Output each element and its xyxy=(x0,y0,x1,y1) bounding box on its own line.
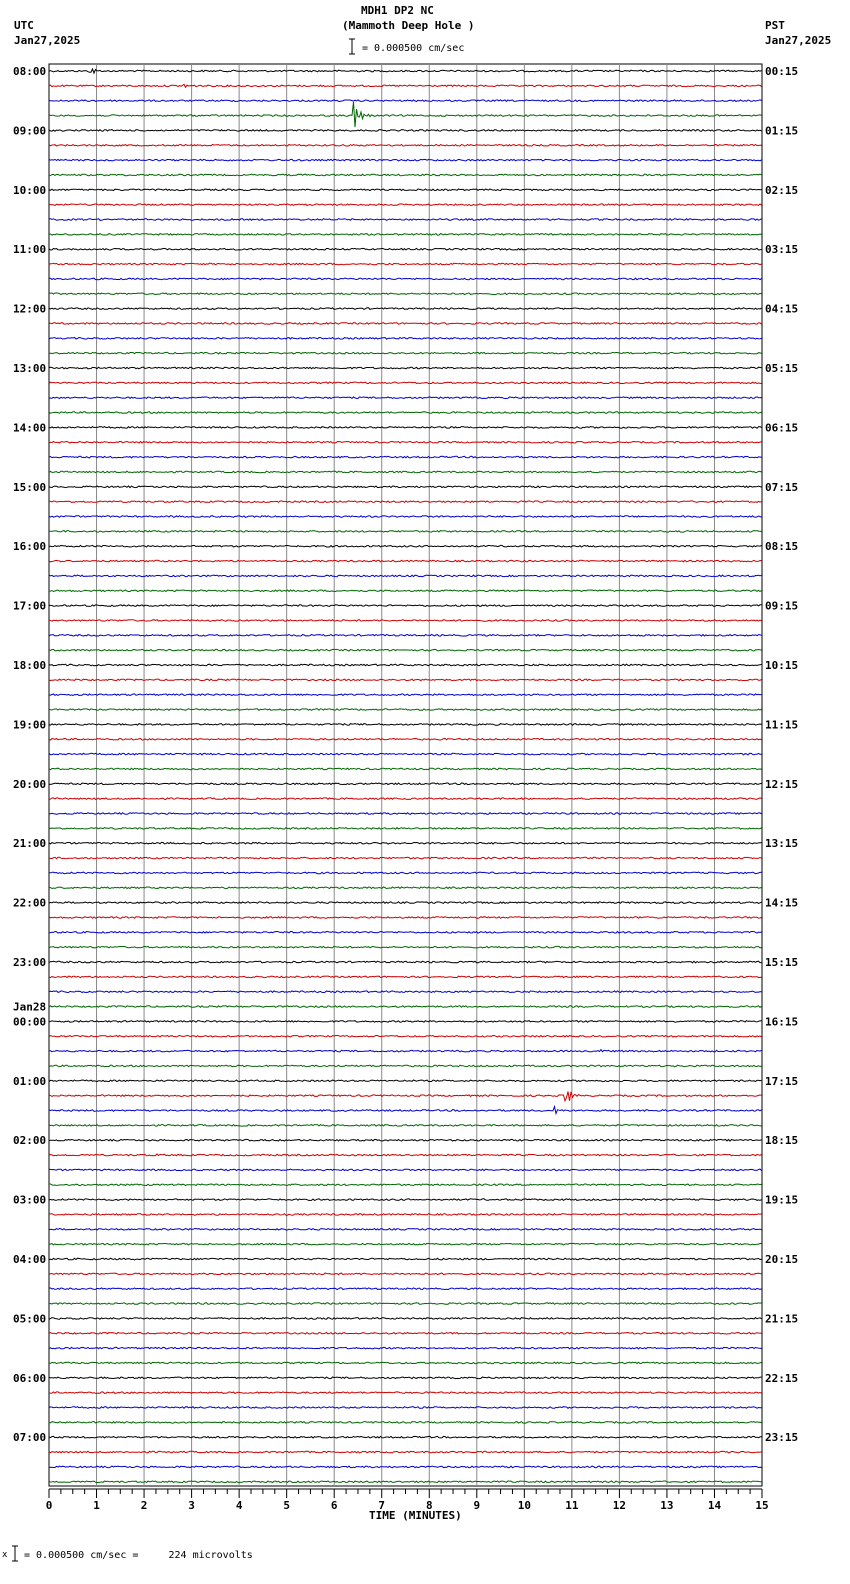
trace-row-81 xyxy=(49,1273,762,1275)
footer-mark: x xyxy=(2,1550,8,1560)
utc-hour-label: 03:00 xyxy=(13,1193,47,1207)
trace-row-76 xyxy=(49,1199,762,1201)
trace-row-82 xyxy=(49,1288,762,1290)
utc-hour-label: 20:00 xyxy=(13,777,47,791)
trace-row-38 xyxy=(49,635,762,637)
trace-row-88 xyxy=(49,1377,762,1379)
trace-row-36 xyxy=(49,605,762,607)
trace-row-42 xyxy=(49,694,762,696)
pst-hour-label: 15:15 xyxy=(765,956,799,969)
trace-row-89 xyxy=(49,1392,762,1394)
trace-row-43 xyxy=(49,709,762,711)
trace-row-41 xyxy=(49,679,762,681)
trace-row-50 xyxy=(49,813,762,815)
date-change-label: Jan28 xyxy=(13,1000,47,1014)
utc-hour-label: 17:00 xyxy=(13,599,47,613)
trace-row-9 xyxy=(49,204,762,206)
trace-row-2 xyxy=(49,100,762,102)
trace-row-54 xyxy=(49,872,762,874)
x-tick-label: 14 xyxy=(707,1499,722,1512)
x-tick-label: 11 xyxy=(565,1499,579,1512)
trace-row-14 xyxy=(49,278,762,280)
trace-row-24 xyxy=(49,427,762,429)
pst-hour-label: 01:15 xyxy=(765,124,799,138)
trace-row-92 xyxy=(49,1436,762,1438)
trace-row-18 xyxy=(49,338,762,340)
pst-hour-label: 18:15 xyxy=(765,1134,799,1148)
trace-row-64 xyxy=(49,1021,762,1023)
trace-row-90 xyxy=(49,1407,762,1409)
trace-row-51 xyxy=(49,828,762,830)
x-tick-label: 13 xyxy=(660,1499,674,1512)
trace-row-71 xyxy=(49,1125,762,1127)
trace-row-67 xyxy=(49,1065,762,1067)
footer-scale-text: = 0.000500 cm/sec = 224 microvolts xyxy=(24,1550,253,1561)
x-tick-label: 0 xyxy=(45,1499,53,1512)
trace-row-29 xyxy=(49,501,762,503)
trace-row-60 xyxy=(49,961,762,963)
x-tick-label: 4 xyxy=(235,1499,243,1512)
pst-hour-label: 08:15 xyxy=(765,540,799,554)
station-location: (Mammoth Deep Hole ) xyxy=(342,19,475,32)
trace-row-28 xyxy=(49,486,762,488)
trace-row-49 xyxy=(49,798,762,800)
trace-row-62 xyxy=(49,991,762,993)
trace-row-31 xyxy=(49,531,762,533)
pst-hour-label: 12:15 xyxy=(765,777,799,791)
trace-row-59 xyxy=(49,946,762,948)
utc-hour-label: 19:00 xyxy=(13,718,47,732)
trace-row-39 xyxy=(49,649,762,651)
trace-row-72 xyxy=(49,1139,762,1141)
trace-row-85 xyxy=(49,1333,762,1335)
trace-row-93 xyxy=(49,1451,762,1453)
trace-row-33 xyxy=(49,560,762,562)
trace-row-69 xyxy=(49,1092,762,1101)
x-tick-label: 1 xyxy=(93,1499,100,1512)
trace-row-16 xyxy=(49,308,762,310)
trace-row-32 xyxy=(49,545,762,547)
trace-row-37 xyxy=(49,620,762,622)
pst-hour-label: 14:15 xyxy=(765,896,799,910)
trace-row-20 xyxy=(49,367,762,369)
trace-row-74 xyxy=(49,1169,762,1171)
trace-row-61 xyxy=(49,976,762,978)
pst-hour-label: 16:15 xyxy=(765,1015,799,1029)
utc-hour-label: 15:00 xyxy=(13,480,47,494)
trace-row-58 xyxy=(49,932,762,934)
trace-row-73 xyxy=(49,1154,762,1156)
utc-hour-label: 01:00 xyxy=(13,1074,47,1088)
pst-hour-label: 09:15 xyxy=(765,599,799,613)
trace-row-22 xyxy=(49,397,762,399)
trace-row-57 xyxy=(49,917,762,919)
utc-hour-label: 10:00 xyxy=(13,183,47,197)
footer-scale-bar-icon xyxy=(10,1545,20,1563)
trace-row-94 xyxy=(49,1466,762,1468)
left-date: Jan27,2025 xyxy=(14,34,81,47)
trace-row-26 xyxy=(49,456,762,458)
trace-row-84 xyxy=(49,1318,762,1320)
x-tick-label: 8 xyxy=(425,1499,433,1512)
scale-value: = 0.000500 cm/sec xyxy=(362,43,465,54)
utc-hour-label: 09:00 xyxy=(13,124,47,138)
pst-hour-label: 22:15 xyxy=(765,1371,799,1385)
trace-row-7 xyxy=(49,174,762,176)
trace-row-12 xyxy=(49,248,762,250)
trace-row-48 xyxy=(49,783,762,785)
utc-hour-label: 11:00 xyxy=(13,243,47,257)
trace-row-17 xyxy=(49,323,762,325)
utc-hour-label: 18:00 xyxy=(13,659,47,672)
trace-row-66 xyxy=(49,1050,762,1052)
x-tick-label: 10 xyxy=(517,1499,531,1512)
trace-row-0 xyxy=(49,69,762,73)
trace-row-87 xyxy=(49,1362,762,1364)
trace-row-46 xyxy=(49,753,762,755)
utc-hour-label: 05:00 xyxy=(13,1312,47,1326)
trace-row-21 xyxy=(49,382,762,384)
pst-hour-label: 03:15 xyxy=(765,243,799,257)
utc-hour-label: 23:00 xyxy=(13,956,47,969)
pst-hour-label: 04:15 xyxy=(765,302,799,316)
trace-row-4 xyxy=(49,130,762,132)
trace-row-5 xyxy=(49,145,762,147)
utc-hour-label: 06:00 xyxy=(13,1371,47,1385)
trace-row-79 xyxy=(49,1243,762,1245)
left-timezone: UTC xyxy=(14,19,34,32)
pst-hour-label: 17:15 xyxy=(765,1074,799,1088)
trace-row-15 xyxy=(49,293,762,295)
utc-hour-label: 04:00 xyxy=(13,1253,47,1266)
x-tick-label: 7 xyxy=(378,1499,386,1512)
pst-hour-label: 02:15 xyxy=(765,183,799,197)
x-tick-label: 12 xyxy=(612,1499,627,1512)
trace-row-47 xyxy=(49,768,762,770)
pst-hour-label: 23:15 xyxy=(765,1431,799,1445)
x-tick-label: 15 xyxy=(755,1499,769,1512)
x-tick-label: 3 xyxy=(188,1499,195,1512)
x-tick-label: 5 xyxy=(283,1499,290,1512)
pst-hour-label: 11:15 xyxy=(765,718,799,732)
trace-row-1 xyxy=(49,84,762,87)
trace-row-25 xyxy=(49,442,762,444)
pst-hour-label: 20:15 xyxy=(765,1253,799,1266)
x-tick-label: 9 xyxy=(473,1499,481,1512)
trace-row-10 xyxy=(49,219,762,221)
utc-hour-label: 08:00 xyxy=(13,65,47,78)
pst-hour-label: 06:15 xyxy=(765,421,799,435)
trace-row-6 xyxy=(49,159,762,161)
plot-frame xyxy=(49,64,762,1486)
trace-row-30 xyxy=(49,516,762,518)
x-tick-label: 2 xyxy=(140,1499,148,1512)
right-date: Jan27,2025 xyxy=(765,34,832,47)
right-timezone: PST xyxy=(765,19,785,32)
utc-hour-label: 22:00 xyxy=(13,896,47,910)
trace-row-35 xyxy=(49,590,762,592)
trace-row-34 xyxy=(49,575,762,577)
trace-row-52 xyxy=(49,842,762,844)
x-tick-label: 6 xyxy=(330,1499,338,1512)
utc-hour-label: 12:00 xyxy=(13,302,47,316)
trace-row-45 xyxy=(49,739,762,741)
trace-row-86 xyxy=(49,1347,762,1349)
trace-row-83 xyxy=(49,1303,762,1305)
trace-row-68 xyxy=(49,1080,762,1082)
trace-row-3 xyxy=(49,102,762,127)
trace-row-55 xyxy=(49,887,762,889)
utc-hour-label: 13:00 xyxy=(13,362,47,375)
trace-row-78 xyxy=(49,1229,762,1231)
trace-row-19 xyxy=(49,352,762,354)
trace-row-77 xyxy=(49,1214,762,1216)
x-axis-label: TIME (MINUTES) xyxy=(369,1509,462,1522)
trace-row-80 xyxy=(49,1258,762,1260)
trace-row-75 xyxy=(49,1184,762,1186)
pst-hour-label: 05:15 xyxy=(765,362,799,375)
pst-hour-label: 21:15 xyxy=(765,1312,799,1326)
utc-hour-label: 14:00 xyxy=(13,421,47,435)
utc-hour-label: 21:00 xyxy=(13,837,47,851)
station-title: MDH1 DP2 NC xyxy=(361,4,434,17)
pst-hour-label: 07:15 xyxy=(765,480,799,494)
trace-row-56 xyxy=(49,902,762,904)
trace-row-13 xyxy=(49,263,762,265)
trace-row-27 xyxy=(49,471,762,473)
trace-row-44 xyxy=(49,724,762,726)
trace-row-63 xyxy=(49,1006,762,1008)
trace-row-70 xyxy=(49,1107,762,1114)
trace-row-40 xyxy=(49,664,762,666)
trace-row-23 xyxy=(49,412,762,414)
utc-hour-label: 16:00 xyxy=(13,540,47,554)
trace-row-95 xyxy=(49,1481,762,1483)
pst-hour-label: 13:15 xyxy=(765,837,799,851)
utc-hour-label: 00:00 xyxy=(13,1015,47,1029)
trace-row-8 xyxy=(49,189,762,191)
trace-row-91 xyxy=(49,1422,762,1424)
pst-hour-label: 10:15 xyxy=(765,659,799,672)
utc-hour-label: 02:00 xyxy=(13,1134,47,1148)
pst-hour-label: 19:15 xyxy=(765,1193,799,1207)
trace-row-65 xyxy=(49,1036,762,1038)
pst-hour-label: 00:15 xyxy=(765,65,799,78)
trace-row-53 xyxy=(49,857,762,859)
utc-hour-label: 07:00 xyxy=(13,1431,47,1445)
trace-row-11 xyxy=(49,234,762,236)
